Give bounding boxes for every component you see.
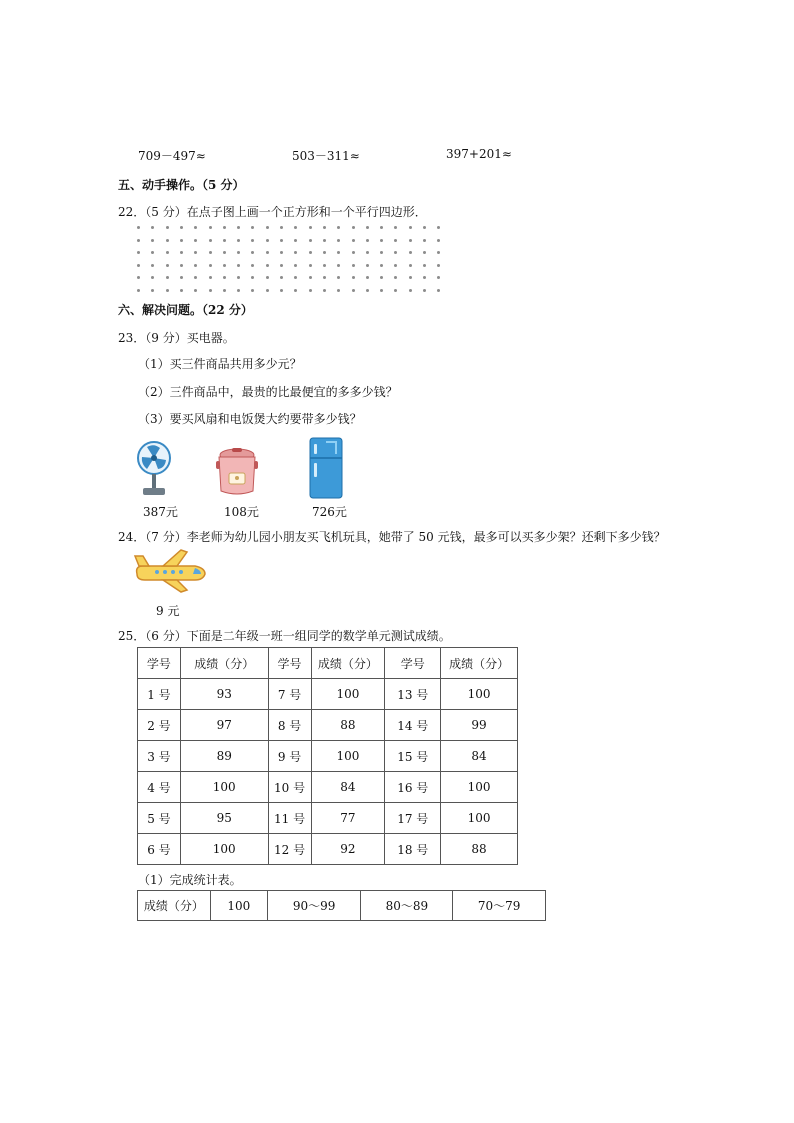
table-cell: 14 号 xyxy=(385,710,441,741)
table-cell: 成绩（分） xyxy=(138,891,211,921)
table-row xyxy=(138,710,518,741)
header-cell: 学号 xyxy=(138,648,181,679)
table-cell: 77 xyxy=(311,803,385,834)
grid-dot xyxy=(409,264,412,267)
grid-dot xyxy=(366,226,369,229)
grid-dot xyxy=(251,289,254,292)
grid-dot xyxy=(223,264,226,267)
grid-dot xyxy=(380,276,383,279)
grid-dot xyxy=(251,276,254,279)
table-cell: 16 号 xyxy=(385,772,441,803)
table-cell: 1 号 xyxy=(138,679,181,710)
header-cell: 学号 xyxy=(268,648,311,679)
grid-dot xyxy=(137,239,140,242)
grid-dot xyxy=(151,251,154,254)
grid-dot xyxy=(266,276,269,279)
table-cell: 100 xyxy=(311,679,385,710)
table-cell: 10 号 xyxy=(268,772,311,803)
table-cell: 88 xyxy=(311,710,385,741)
table-cell: 4 号 xyxy=(138,772,181,803)
question-text: （7 分）李老师为幼儿园小朋友买飞机玩具，她带了 50 元钱，最多可以买多少架？还剩下多少钱？ xyxy=(145,530,666,544)
question-number: 23． xyxy=(118,331,146,345)
grid-dot xyxy=(294,226,297,229)
grid-dot xyxy=(194,276,197,279)
header-cell: 学号 xyxy=(385,648,441,679)
table-cell: 99 xyxy=(441,710,518,741)
header-cell: 成绩（分） xyxy=(311,648,385,679)
table-cell: 92 xyxy=(311,834,385,865)
score-table xyxy=(137,647,518,865)
grid-dot xyxy=(137,289,140,292)
grid-dot xyxy=(437,264,440,267)
fan-price: 387元 xyxy=(143,505,178,519)
grid-dot xyxy=(394,276,397,279)
grid-dot xyxy=(309,226,312,229)
airplane-price: 9 元 xyxy=(156,604,180,618)
grid-dot xyxy=(180,264,183,267)
table-header-row xyxy=(138,648,518,679)
grid-dot xyxy=(280,251,283,254)
grid-dot xyxy=(280,239,283,242)
grid-dot xyxy=(194,226,197,229)
table-cell: 100 xyxy=(210,891,267,921)
table-cell: 95 xyxy=(180,803,268,834)
table-cell: 2 号 xyxy=(138,710,181,741)
question-number: 25． xyxy=(118,629,146,643)
grid-dot xyxy=(309,239,312,242)
grid-dot xyxy=(294,289,297,292)
grid-dot xyxy=(380,239,383,242)
grid-dot xyxy=(409,239,412,242)
grid-dot xyxy=(166,226,169,229)
question-text: （9 分）买电器。 xyxy=(145,331,235,345)
grid-dot xyxy=(380,251,383,254)
table-cell: 15 号 xyxy=(385,741,441,772)
grid-dot xyxy=(309,289,312,292)
grid-dot xyxy=(394,289,397,292)
table-cell: 84 xyxy=(441,741,518,772)
grid-dot xyxy=(251,264,254,267)
table-cell: 12 号 xyxy=(268,834,311,865)
grid-dot xyxy=(366,239,369,242)
grid-dot xyxy=(223,289,226,292)
grid-dot xyxy=(137,264,140,267)
grid-dot xyxy=(337,226,340,229)
grid-dot xyxy=(352,239,355,242)
grid-dot xyxy=(423,239,426,242)
grid-dot xyxy=(223,239,226,242)
table-cell: 70～79 xyxy=(453,891,546,921)
dot-grid[interactable] xyxy=(137,226,447,292)
grid-dot xyxy=(166,264,169,267)
table-cell: 93 xyxy=(180,679,268,710)
grid-dot xyxy=(352,289,355,292)
grid-dot xyxy=(423,226,426,229)
grid-dot xyxy=(137,276,140,279)
grid-dot xyxy=(409,226,412,229)
grid-dot xyxy=(409,251,412,254)
grid-dot xyxy=(437,289,440,292)
grid-dot xyxy=(366,276,369,279)
grid-dot xyxy=(251,239,254,242)
grid-dot xyxy=(337,276,340,279)
grid-dot xyxy=(194,239,197,242)
grid-dot xyxy=(180,251,183,254)
table-cell: 6 号 xyxy=(138,834,181,865)
rice-cooker-price: 108元 xyxy=(224,505,259,519)
grid-dot xyxy=(380,289,383,292)
grid-dot xyxy=(337,264,340,267)
grid-dot xyxy=(323,226,326,229)
table-cell: 11 号 xyxy=(268,803,311,834)
question-23 xyxy=(118,329,235,346)
grid-dot xyxy=(209,239,212,242)
question-25 xyxy=(118,627,451,644)
grid-dot xyxy=(294,264,297,267)
grid-dot xyxy=(294,251,297,254)
table-cell: 100 xyxy=(180,772,268,803)
grid-dot xyxy=(323,264,326,267)
grid-dot xyxy=(323,239,326,242)
grid-dot xyxy=(251,226,254,229)
refrigerator-icon xyxy=(306,436,346,500)
grid-dot xyxy=(194,251,197,254)
question-text: （5 分）在点子图上画一个正方形和一个平行四边形． xyxy=(145,205,427,219)
table-cell: 100 xyxy=(441,803,518,834)
grid-dot xyxy=(151,289,154,292)
grid-dot xyxy=(180,276,183,279)
grid-dot xyxy=(423,251,426,254)
q23-sub-1: （1）买三件商品共用多少元？ xyxy=(138,357,302,371)
question-24 xyxy=(118,528,666,545)
grid-dot xyxy=(266,264,269,267)
estimate-expr-2: 503－311≈ xyxy=(292,149,360,163)
grid-dot xyxy=(180,289,183,292)
grid-dot xyxy=(323,276,326,279)
grid-dot xyxy=(137,251,140,254)
grid-dot xyxy=(323,251,326,254)
grid-dot xyxy=(209,276,212,279)
grid-dot xyxy=(380,264,383,267)
grid-dot xyxy=(323,289,326,292)
grid-dot xyxy=(280,289,283,292)
rice-cooker-icon xyxy=(213,447,261,497)
grid-dot xyxy=(337,239,340,242)
grid-dot xyxy=(223,276,226,279)
question-number: 24． xyxy=(118,530,146,544)
statistics-table xyxy=(137,890,546,921)
grid-dot xyxy=(209,251,212,254)
grid-dot xyxy=(423,276,426,279)
table-row xyxy=(138,803,518,834)
table-row xyxy=(138,679,518,710)
grid-dot xyxy=(352,226,355,229)
table-cell: 97 xyxy=(180,710,268,741)
table-row xyxy=(138,772,518,803)
header-cell: 成绩（分） xyxy=(180,648,268,679)
grid-dot xyxy=(266,289,269,292)
header-cell: 成绩（分） xyxy=(441,648,518,679)
grid-dot xyxy=(437,251,440,254)
grid-dot xyxy=(180,226,183,229)
grid-dot xyxy=(352,251,355,254)
table-cell: 89 xyxy=(180,741,268,772)
table-cell: 100 xyxy=(441,772,518,803)
grid-dot xyxy=(166,251,169,254)
grid-dot xyxy=(423,289,426,292)
estimate-expr-1: 709－497≈ xyxy=(138,149,206,163)
table-cell: 9 号 xyxy=(268,741,311,772)
q23-sub-2: （2）三件商品中，最贵的比最便宜的多多少钱？ xyxy=(138,385,398,399)
grid-dot xyxy=(237,289,240,292)
grid-dot xyxy=(394,251,397,254)
grid-dot xyxy=(209,226,212,229)
grid-dot xyxy=(251,251,254,254)
grid-dot xyxy=(352,264,355,267)
question-22 xyxy=(118,203,427,220)
grid-dot xyxy=(337,251,340,254)
table-cell: 84 xyxy=(311,772,385,803)
grid-dot xyxy=(223,251,226,254)
grid-dot xyxy=(437,239,440,242)
grid-dot xyxy=(194,264,197,267)
grid-dot xyxy=(266,226,269,229)
grid-dot xyxy=(409,276,412,279)
grid-dot xyxy=(209,289,212,292)
q25-sub-1: （1）完成统计表。 xyxy=(138,873,242,887)
grid-dot xyxy=(394,226,397,229)
table-cell: 100 xyxy=(311,741,385,772)
table-cell: 17 号 xyxy=(385,803,441,834)
grid-dot xyxy=(266,239,269,242)
table-cell: 5 号 xyxy=(138,803,181,834)
grid-dot xyxy=(280,226,283,229)
grid-dot xyxy=(223,226,226,229)
grid-dot xyxy=(309,251,312,254)
table-cell: 13 号 xyxy=(385,679,441,710)
grid-dot xyxy=(294,239,297,242)
question-number: 22． xyxy=(118,205,146,219)
question-text: （6 分）下面是二年级一班一组同学的数学单元测试成绩。 xyxy=(145,629,451,643)
grid-dot xyxy=(366,289,369,292)
table-cell: 7 号 xyxy=(268,679,311,710)
q23-sub-3: （3）要买风扇和电饭煲大约要带多少钱？ xyxy=(138,412,362,426)
table-cell: 88 xyxy=(441,834,518,865)
grid-dot xyxy=(237,251,240,254)
table-cell: 80～89 xyxy=(361,891,453,921)
grid-dot xyxy=(394,239,397,242)
table-cell: 8 号 xyxy=(268,710,311,741)
grid-dot xyxy=(366,251,369,254)
grid-dot xyxy=(437,276,440,279)
table-cell: 100 xyxy=(180,834,268,865)
grid-dot xyxy=(166,276,169,279)
table-row xyxy=(138,834,518,865)
refrigerator-price: 726元 xyxy=(312,505,347,519)
grid-dot xyxy=(166,289,169,292)
grid-dot xyxy=(209,264,212,267)
grid-dot xyxy=(194,289,197,292)
grid-dot xyxy=(237,226,240,229)
grid-dot xyxy=(151,276,154,279)
grid-dot xyxy=(237,264,240,267)
grid-dot xyxy=(137,226,140,229)
table-cell: 100 xyxy=(441,679,518,710)
grid-dot xyxy=(151,226,154,229)
grid-dot xyxy=(294,276,297,279)
table-row xyxy=(138,741,518,772)
table-cell: 18 号 xyxy=(385,834,441,865)
grid-dot xyxy=(366,264,369,267)
grid-dot xyxy=(423,264,426,267)
grid-dot xyxy=(280,264,283,267)
grid-dot xyxy=(237,276,240,279)
grid-dot xyxy=(394,264,397,267)
airplane-icon xyxy=(133,548,209,594)
grid-dot xyxy=(437,226,440,229)
grid-dot xyxy=(309,264,312,267)
section-5-heading: 五、动手操作。（5 分） xyxy=(118,178,245,192)
grid-dot xyxy=(337,289,340,292)
grid-dot xyxy=(151,239,154,242)
table-row xyxy=(138,891,546,921)
table-cell: 90～99 xyxy=(267,891,361,921)
grid-dot xyxy=(180,239,183,242)
fan-icon xyxy=(133,440,175,498)
grid-dot xyxy=(280,276,283,279)
section-6-heading: 六、解决问题。（22 分） xyxy=(118,303,253,317)
estimate-expr-3: 397+201≈ xyxy=(446,147,512,161)
grid-dot xyxy=(151,264,154,267)
table-cell: 3 号 xyxy=(138,741,181,772)
grid-dot xyxy=(309,276,312,279)
grid-dot xyxy=(409,289,412,292)
grid-dot xyxy=(380,226,383,229)
grid-dot xyxy=(266,251,269,254)
grid-dot xyxy=(237,239,240,242)
grid-dot xyxy=(166,239,169,242)
grid-dot xyxy=(352,276,355,279)
